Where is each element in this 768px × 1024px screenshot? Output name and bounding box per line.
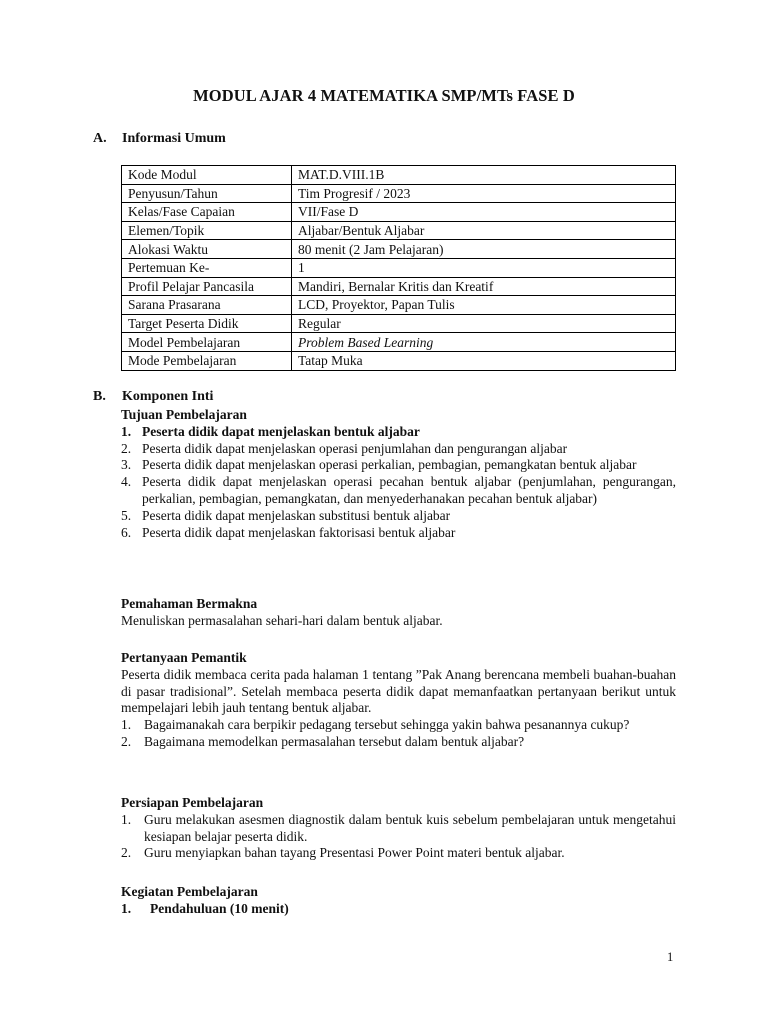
- table-key: Sarana Prasarana: [122, 296, 292, 315]
- pemahaman-heading: Pemahaman Bermakna: [121, 596, 258, 611]
- list-number: 2.: [121, 440, 132, 456]
- table-key: Profil Pelajar Pancasila: [122, 277, 292, 296]
- list-text: Bagaimana memodelkan permasalahan tersebut dalam bentuk aljabar?: [144, 733, 525, 749]
- list-number: 1.: [121, 717, 132, 733]
- table-row: [122, 258, 676, 277]
- list-item: [121, 717, 676, 734]
- table-value: Regular: [292, 314, 676, 333]
- section-b-letter: B.: [93, 389, 106, 404]
- kegiatan-heading: Kegiatan Pembelajaran: [121, 884, 258, 899]
- table-row: [122, 221, 676, 240]
- table-row: [122, 184, 676, 203]
- list-number: 1.: [121, 423, 132, 439]
- list-number: 2.: [121, 845, 132, 861]
- list-text: Peserta didik dapat menjelaskan bentuk aljabar: [142, 423, 420, 439]
- list-item: [121, 474, 676, 508]
- section-a-letter: A.: [93, 131, 107, 146]
- persiapan-heading: Persiapan Pembelajaran: [121, 795, 264, 810]
- list-text: Bagaimanakah cara berpikir pedagang tersebut sehingga yakin bahwa pesanannya cukup?: [144, 717, 630, 733]
- list-number: 4.: [121, 474, 132, 490]
- pertanyaan-list: [121, 717, 676, 751]
- list-number: 3.: [121, 457, 132, 473]
- table-key: Alokasi Waktu: [122, 240, 292, 259]
- list-text: Peserta didik dapat menjelaskan substitusi bentuk aljabar: [142, 507, 451, 523]
- table-key: Penyusun/Tahun: [122, 184, 292, 203]
- table-value: Tatap Muka: [292, 351, 676, 370]
- table-row: [122, 203, 676, 222]
- list-text: Guru menyiapkan bahan tayang Presentasi Power Point materi bentuk aljabar.: [144, 845, 565, 861]
- list-number: 1.: [121, 811, 132, 827]
- pertanyaan-heading: Pertanyaan Pemantik: [121, 650, 247, 665]
- table-row: [122, 314, 676, 333]
- section-a-title: Informasi Umum: [122, 131, 226, 146]
- table-key: Model Pembelajaran: [122, 333, 292, 352]
- table-row: [122, 333, 676, 352]
- list-item: [121, 812, 676, 846]
- kegiatan-item: [121, 901, 676, 918]
- list-number: 6.: [121, 524, 132, 540]
- table-value: Problem Based Learning: [292, 333, 676, 352]
- table-row: [122, 277, 676, 296]
- section-b-heading: [93, 389, 213, 405]
- list-number: 1.: [121, 900, 132, 916]
- table-value: Mandiri, Bernalar Kritis dan Kreatif: [292, 277, 676, 296]
- table-key: Pertemuan Ke-: [122, 258, 292, 277]
- list-item: [121, 424, 676, 441]
- list-text: Peserta didik dapat menjelaskan operasi penjumlahan dan pengurangan aljabar: [142, 440, 568, 456]
- section-a-heading: [93, 131, 226, 147]
- page-number: 1: [667, 950, 674, 964]
- list-item: [121, 441, 676, 458]
- table-row: [122, 296, 676, 315]
- table-value: MAT.D.VIII.1B: [292, 166, 676, 185]
- persiapan-section: [121, 795, 676, 862]
- table-value: Tim Progresif / 2023: [292, 184, 676, 203]
- list-text: Pendahuluan (10 menit): [150, 900, 289, 916]
- tujuan-section: [121, 407, 676, 541]
- list-number: 5.: [121, 507, 132, 523]
- pertanyaan-text: Peserta didik membaca cerita pada halaman 1 tentang ”Pak Anang berencana membeli buahan-buahan di pasar tradisional”. Setelah membaca peserta didik dapat memanfaatkan pertanyaan berikut untuk mempelajari lebih jauh tentang bentuk aljabar.: [121, 666, 676, 716]
- list-item: [121, 525, 676, 542]
- table-key: Kode Modul: [122, 166, 292, 185]
- list-item: [121, 508, 676, 525]
- table-value: 1: [292, 258, 676, 277]
- tujuan-heading: Tujuan Pembelajaran: [121, 407, 247, 422]
- pemahaman-text: Menuliskan permasalahan sehari-hari dalam bentuk aljabar.: [121, 612, 443, 628]
- table-key: Elemen/Topik: [122, 221, 292, 240]
- section-b-title: Komponen Inti: [122, 389, 214, 404]
- pertanyaan-section: [121, 650, 676, 751]
- list-item: [121, 457, 676, 474]
- list-number: 2.: [121, 733, 132, 749]
- table-row: [122, 240, 676, 259]
- kegiatan-section: [121, 884, 676, 918]
- table-row: [122, 351, 676, 370]
- list-text: Peserta didik dapat menjelaskan operasi pecahan bentuk aljabar (penjumlahan, pengurangan, perkalian, pembagian, pemangkatan, dan menyederhanakan pecahan bentuk aljabar): [142, 474, 676, 506]
- tujuan-list: [121, 424, 676, 542]
- list-text: Peserta didik dapat menjelaskan operasi perkalian, pembagian, pemangkatan bentuk aljabar: [142, 457, 637, 473]
- info-table: [121, 165, 676, 371]
- table-value: 80 menit (2 Jam Pelajaran): [292, 240, 676, 259]
- list-text: Peserta didik dapat menjelaskan faktorisasi bentuk aljabar: [142, 524, 456, 540]
- document-title: MODUL AJAR 4 MATEMATIKA SMP/MTs FASE D: [193, 86, 575, 105]
- table-value: Aljabar/Bentuk Aljabar: [292, 221, 676, 240]
- pemahaman-section: [121, 596, 676, 630]
- table-value: LCD, Proyektor, Papan Tulis: [292, 296, 676, 315]
- list-text: Guru melakukan asesmen diagnostik dalam bentuk kuis sebelum pembelajaran untuk mengetahui kesiapan belajar peserta didik.: [144, 811, 676, 844]
- table-key: Target Peserta Didik: [122, 314, 292, 333]
- table-row: [122, 166, 676, 185]
- table-key: Mode Pembelajaran: [122, 351, 292, 370]
- list-item: [121, 734, 676, 751]
- table-key: Kelas/Fase Capaian: [122, 203, 292, 222]
- table-value: VII/Fase D: [292, 203, 676, 222]
- persiapan-list: [121, 812, 676, 862]
- list-item: [121, 845, 676, 862]
